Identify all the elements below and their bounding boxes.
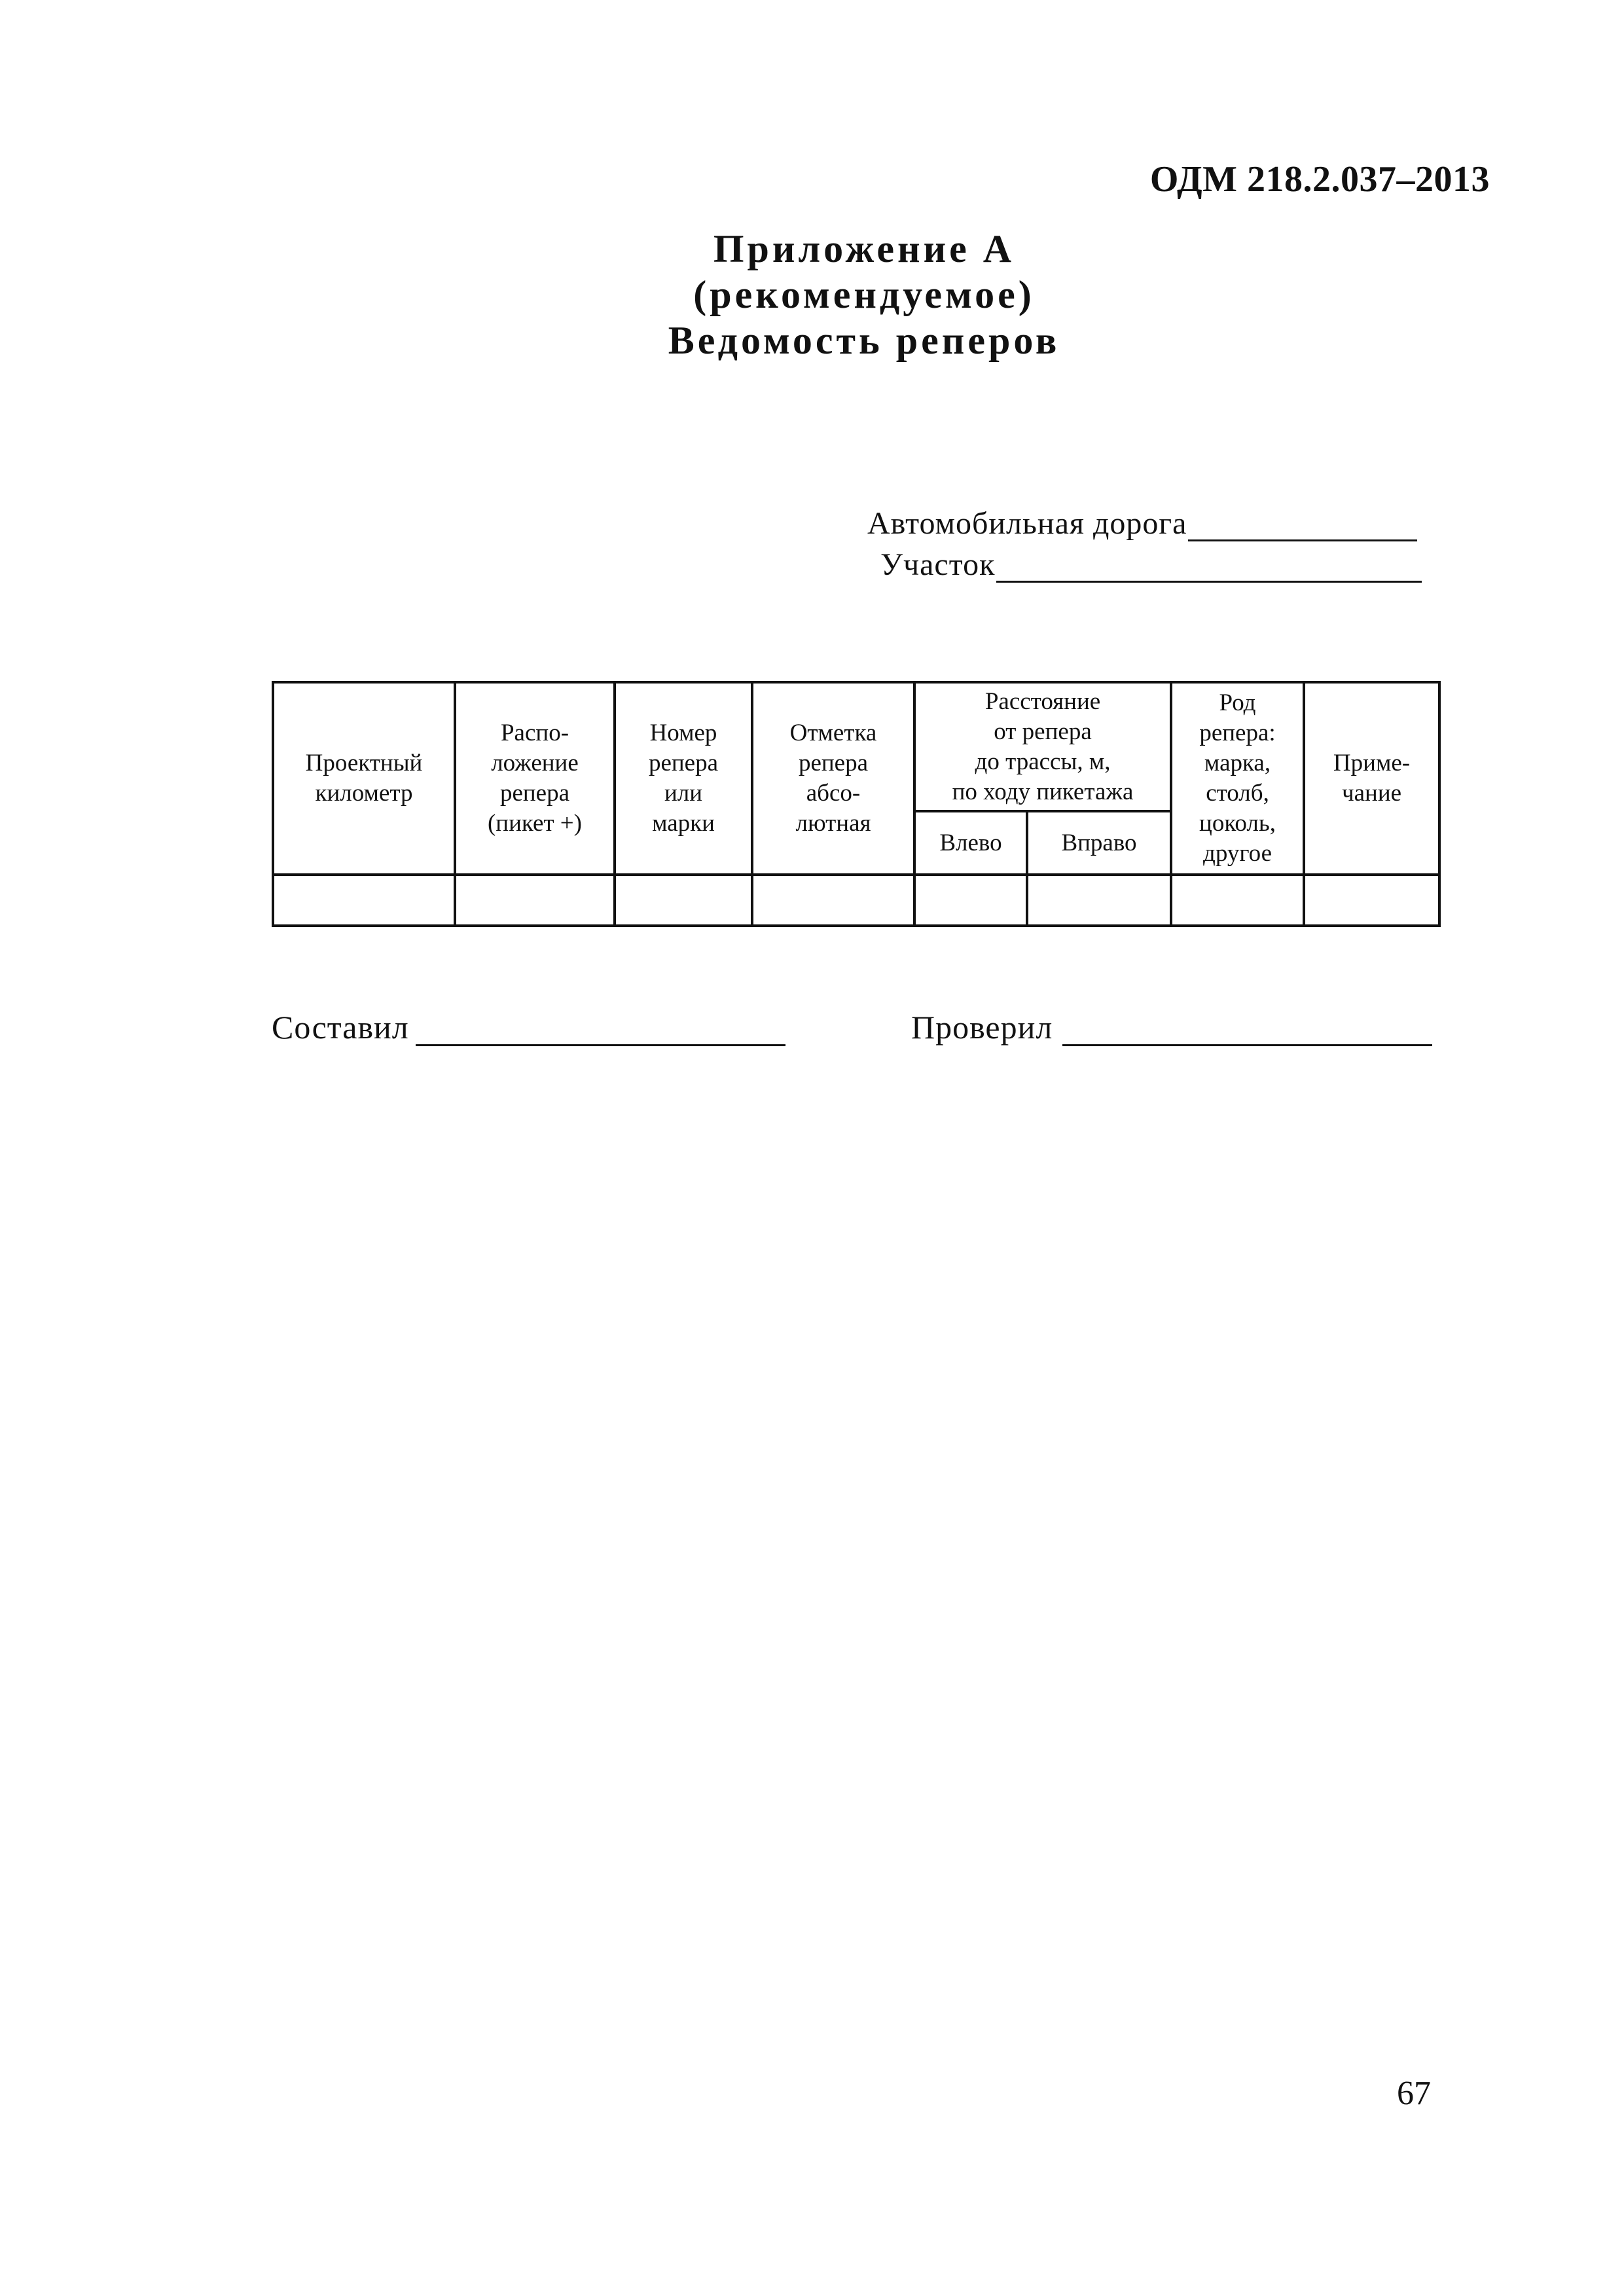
road-field (867, 505, 1417, 541)
checked-label: Проверил (911, 1009, 1053, 1046)
cell-location[interactable] (455, 875, 615, 926)
page-number: 67 (1397, 2075, 1431, 2112)
header-location: Распо- ложение репера (пикет +) (455, 682, 615, 875)
header-note: Приме- чание (1304, 682, 1439, 875)
title-line-1: Приложение А (713, 227, 1015, 270)
table-header-row (273, 682, 1439, 811)
cell-note[interactable] (1304, 875, 1439, 926)
compiled-signature-line[interactable] (416, 1010, 785, 1046)
title-line-2: (рекомендуемое) (693, 273, 1035, 316)
section-blank-line (996, 548, 1422, 583)
benchmark-register-table (272, 681, 1441, 927)
table-row (273, 875, 1439, 926)
compiled-label: Составил (272, 1009, 409, 1046)
header-number: Номер репера или марки (615, 682, 752, 875)
checked-by-field (911, 1008, 1432, 1046)
title-line-3: Ведомость реперов (668, 319, 1060, 362)
road-blank-line (1188, 507, 1417, 541)
header-distance-right: Вправо (1027, 811, 1171, 875)
cell-type[interactable] (1171, 875, 1304, 926)
header-type: Род репера: марка, столб, цоколь, другое (1171, 682, 1304, 875)
cell-distance-right[interactable] (1027, 875, 1171, 926)
cell-project-km[interactable] (273, 875, 455, 926)
compiled-by-field (272, 1008, 785, 1046)
section-field (880, 547, 1422, 583)
cell-elevation[interactable] (752, 875, 914, 926)
cell-distance-left[interactable] (914, 875, 1027, 926)
header-elevation: Отметка репера абсо- лютная (752, 682, 914, 875)
header-distance-left: Влево (914, 811, 1027, 875)
section-label: Участок (880, 547, 996, 582)
road-label: Автомобильная дорога (867, 506, 1187, 541)
document-code: ОДМ 218.2.037–2013 (1149, 159, 1490, 200)
appendix-title (0, 226, 1624, 363)
header-project-km: Проектный километр (273, 682, 455, 875)
header-distance: Расстояние от репера до трассы, м, по ходу пикетажа (914, 682, 1171, 811)
cell-number[interactable] (615, 875, 752, 926)
checked-signature-line[interactable] (1062, 1010, 1432, 1046)
